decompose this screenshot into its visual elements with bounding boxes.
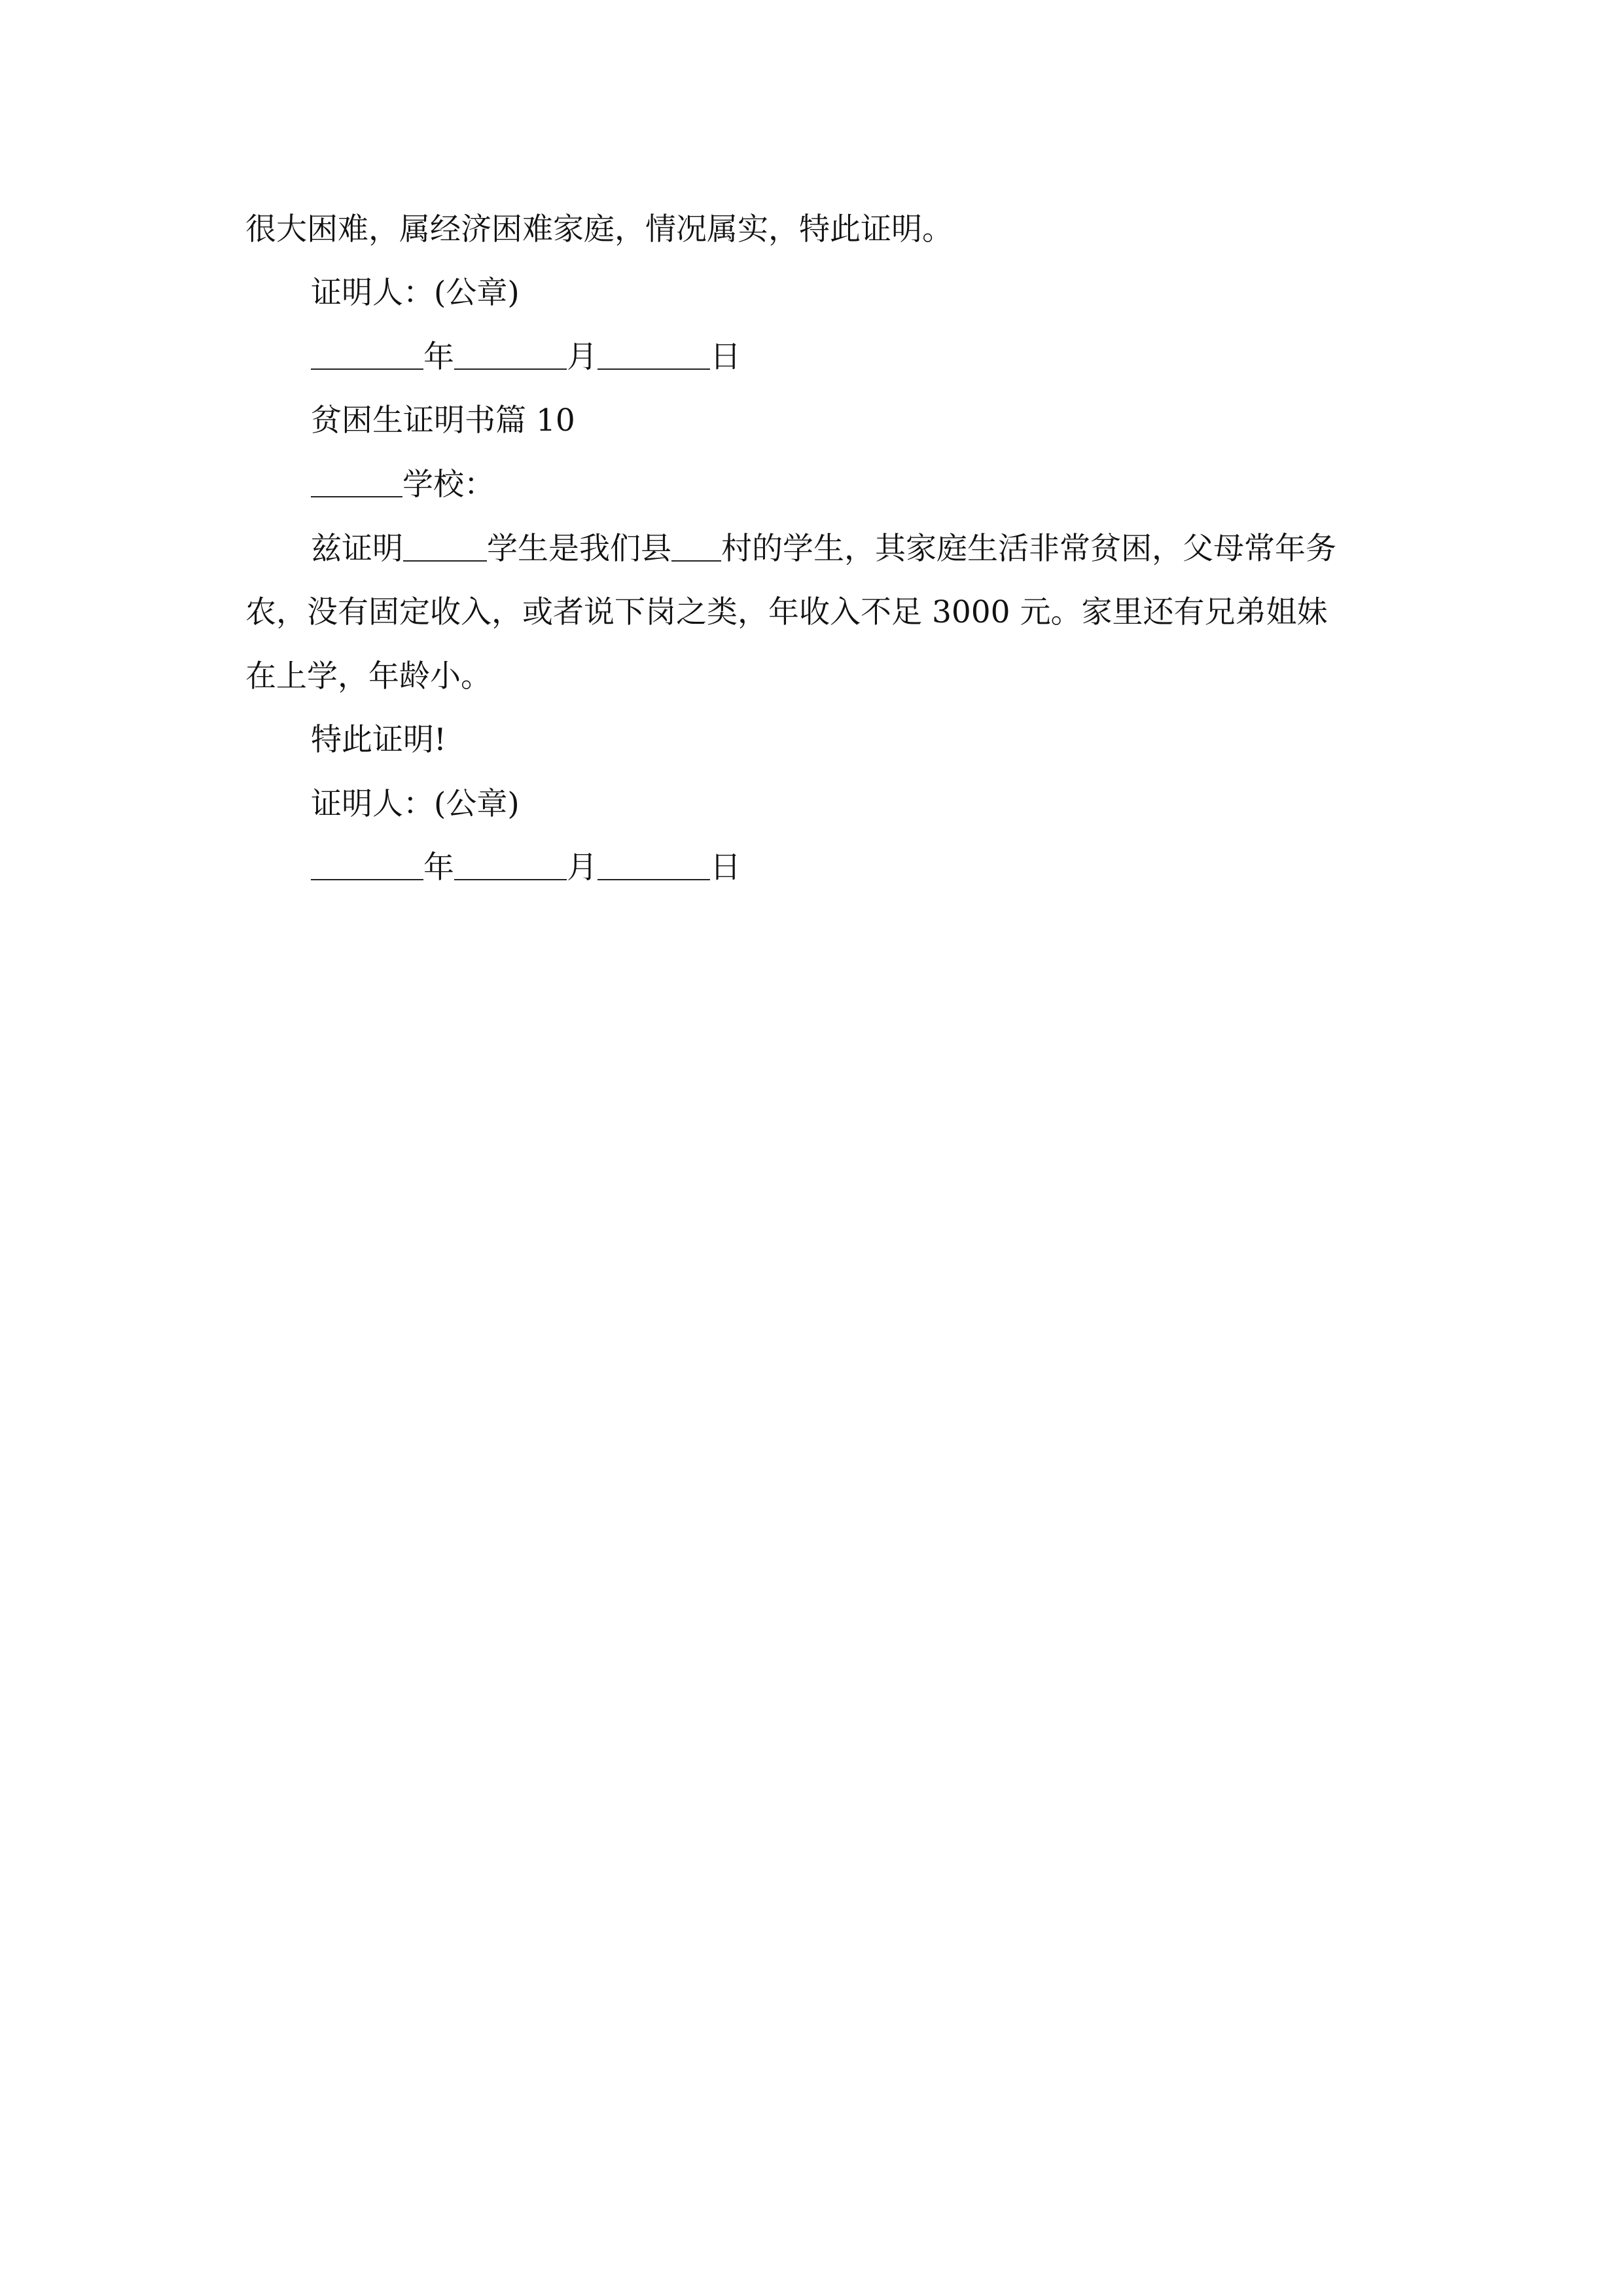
body-prefix: 兹证明 xyxy=(311,531,403,567)
year-label: 年 xyxy=(423,339,454,375)
day-label: 日 xyxy=(710,339,741,375)
body-line-2: 农，没有固定收入，或者说下岗之类，年收入不足 3000 元。家里还有兄弟姐妹 xyxy=(245,594,1328,630)
village-blank xyxy=(671,531,721,562)
school-blank xyxy=(311,467,402,497)
date-line-2 xyxy=(245,836,1450,899)
school-label: 学校： xyxy=(402,467,495,503)
year-blank xyxy=(311,850,423,880)
month-label: 月 xyxy=(567,339,597,375)
section-title: 贫困生证明书篇 10 xyxy=(311,403,575,439)
month-blank xyxy=(454,850,567,880)
body-suffix: 村的学生，其家庭生活非常贫困，父母常年务 xyxy=(721,531,1336,567)
body-line-1 xyxy=(245,517,1450,581)
year-blank xyxy=(311,339,423,370)
student-blank xyxy=(403,531,487,562)
certifier-line-1: 证明人：(公章) xyxy=(311,275,520,311)
day-blank xyxy=(597,339,710,370)
body-mid: 学生是我们县 xyxy=(487,531,671,567)
closing-statement: 特此证明! xyxy=(311,722,446,758)
month-label: 月 xyxy=(567,850,597,886)
school-salutation xyxy=(245,453,1450,516)
body-line-3: 在上学，年龄小。 xyxy=(245,658,491,694)
certifier-line-2: 证明人：(公章) xyxy=(311,786,520,822)
date-line-1 xyxy=(245,325,1450,389)
day-blank xyxy=(597,850,710,880)
year-label: 年 xyxy=(423,850,454,886)
paragraph-continuation: 很大困难，属经济困难家庭，情况属实，特此证明。 xyxy=(245,211,953,247)
month-blank xyxy=(454,339,567,370)
day-label: 日 xyxy=(710,850,741,886)
